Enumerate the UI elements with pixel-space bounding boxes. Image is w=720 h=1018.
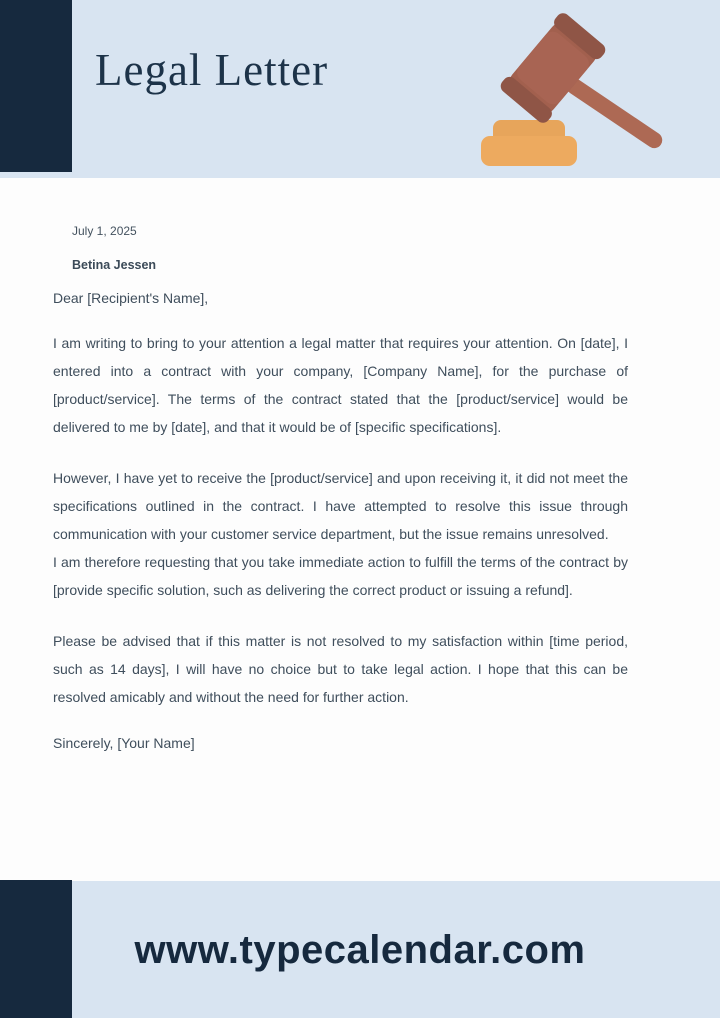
letter-date: July 1, 2025 <box>72 224 137 238</box>
letter-salutation: Dear [Recipient's Name], <box>53 290 209 306</box>
header-accent-block <box>0 0 72 172</box>
gavel-handle <box>564 75 666 151</box>
letter-paragraph-2: However, I have yet to receive the [product/service] and upon receiving it, it did not meet the specifications outlined in the contract. I have attempted to resolve this issue through communication with your customer service department, but the issue remains unresolved. <box>53 470 628 542</box>
header-band <box>0 0 720 178</box>
letter-paragraph-4: Please be advised that if this matter is not resolved to my satisfaction within [time period, such as 14 days], I will have no choice but to take legal action. I hope that this can be resolved amicably and without the need for further action. <box>53 633 628 705</box>
letter-paragraph-1: I am writing to bring to your attention a legal matter that requires your attention. On [date], I entered into a contract with your company, [Company Name], for the purchase of [product/service]. The terms of the contract stated that the [product/service] would be delivered to me by [date], and that it would be of [specific specifications]. <box>53 335 628 435</box>
letter-paragraph-3: I am therefore requesting that you take immediate action to fulfill the terms of the contract by [provide specific solution, such as delivering the correct product or issuing a refund]. <box>53 554 628 598</box>
page-title: Legal Letter <box>95 45 329 95</box>
letter-closing: Sincerely, [Your Name] <box>53 735 195 751</box>
letter-sender-name: Betina Jessen <box>72 258 157 272</box>
gavel-icon <box>468 0 673 178</box>
footer-band <box>0 881 720 1018</box>
letter-body <box>53 178 628 751</box>
gavel-base <box>481 120 577 166</box>
gavel-head <box>498 10 608 125</box>
footer-website-url: www.typecalendar.com <box>134 928 586 972</box>
